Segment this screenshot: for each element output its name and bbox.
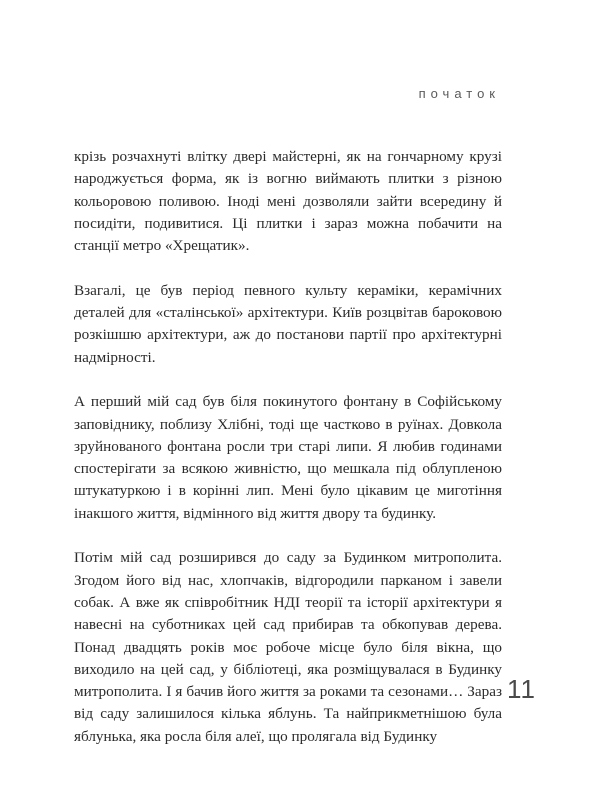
paragraph: Потім мій сад розширився до саду за Будинком митрополита. Згодом його від нас, хлопчаків, відгородили парканом і завели собак. А вже як співробітник НДІ теорії та історії архітектури я навесні на суботниках цей сад прибирав та обкопував дерева. Понад двадцять років моє робоче місце було біля вікна, що виходило на цей сад, у бібліотеці, яка розміщувалася в Будинку митрополита. І я бачив його життя за роками та сезонами… Зараз від саду залишилося кілька яблунь. Та найприкметнішою була яблунька, яка росла біля алеї, що пролягала від Будинку xyxy=(74,549,502,745)
running-header: початок xyxy=(418,86,500,101)
paragraph: А перший мій сад був біля покинутого фонтану в Софійському заповіднику, поблизу Хлібні, тоді ще частково в руїнах. Довкола зруйнованого фонтана росли три старі липи. Я любив годинами спостерігати за всякою живністю, що мешкала під облупленою штукатуркою і в корінні лип. Мені було цікавим це миготіння інакшого життя, відмінного від життя двору та будинку. xyxy=(74,393,502,522)
page-number: 11 xyxy=(507,674,536,704)
paragraph: Взагалі, це був період певного культу кераміки, керамічних деталей для «сталінської» архітектури. Київ розцвітав бароковою розкішшю архітектури, аж до постанови партії про архітектурні надмірності. xyxy=(74,281,502,366)
paragraph: крізь розчахнуті влітку двері майстерні, як на гончарному крузі народжується форма, як із вогню виймають плитки з різною кольоровою поливою. Іноді мені дозволяли зайти всередину й посидіти, подивитися. Ці плитки і зараз можна побачити на станції метро «Хрещатик». xyxy=(74,148,502,255)
body-text xyxy=(74,146,502,770)
